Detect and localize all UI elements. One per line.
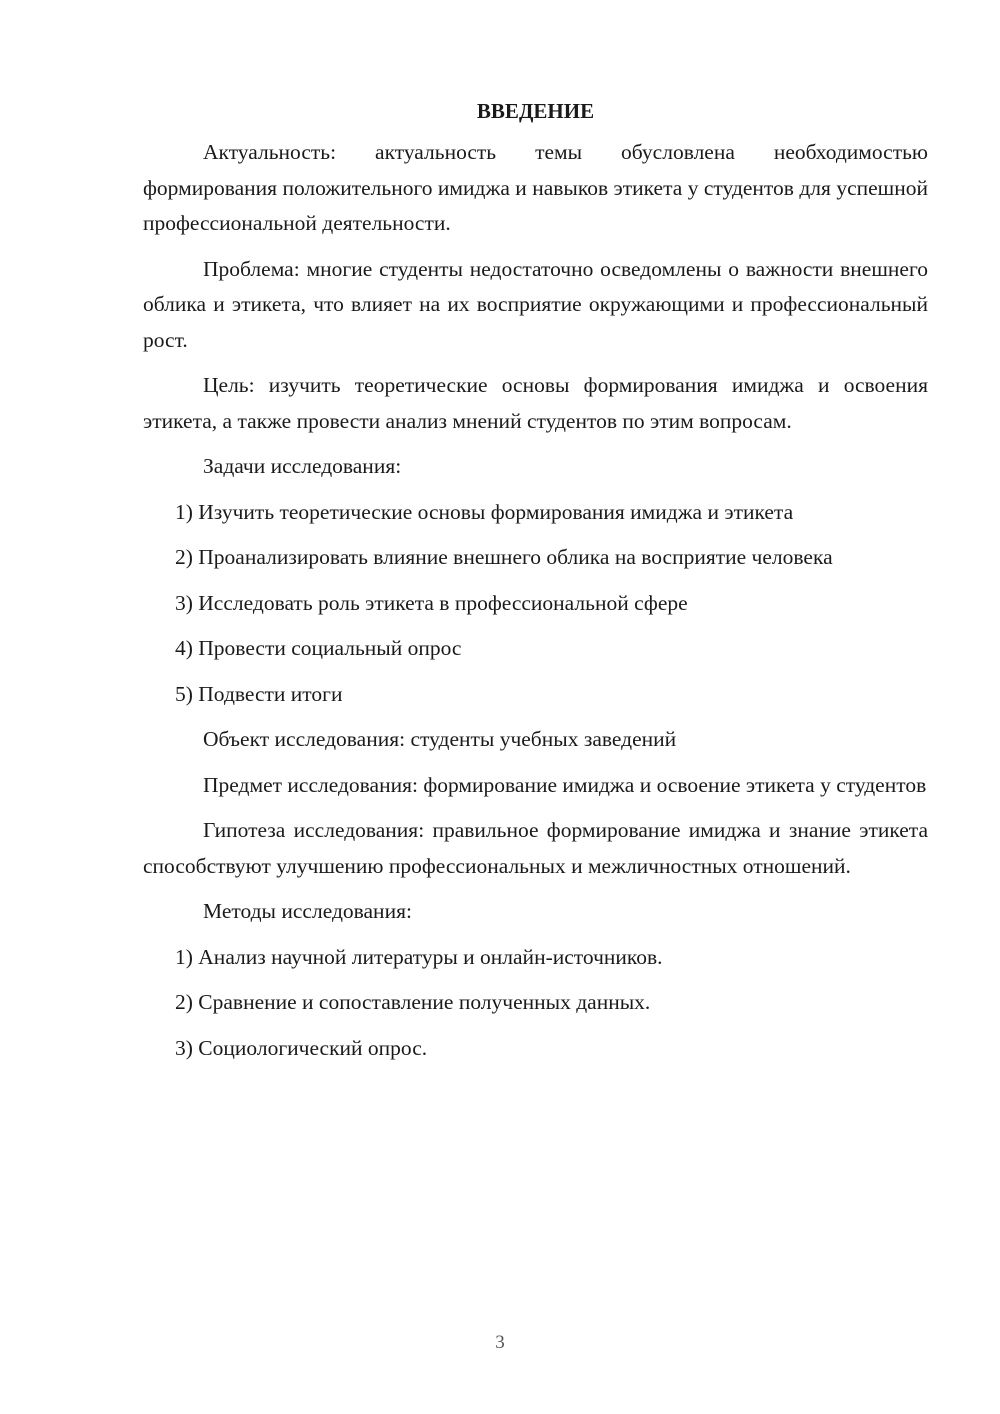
method-item-3: 3) Социологический опрос. (175, 1035, 428, 1060)
task-item-2: 2) Проанализировать влияние внешнего облика на восприятие человека (175, 545, 833, 569)
page-number: 3 (495, 1332, 505, 1353)
method-item-1: 1) Анализ научной литературы и онлайн-источников. (175, 944, 663, 969)
paragraph-problem: Проблема: многие студенты недостаточно осведомлены о важности внешнего облика и этикета, что влияет на их восприятие окружающими и профессиональный рост. (143, 256, 928, 352)
task-item-5: 5) Подвести итоги (175, 681, 343, 706)
paragraph-relevance: Актуальность: актуальность темы обусловлена необходимостью формирования положительного имиджа и навыков этикета у студентов для успешной профессиональной деятельности. (143, 140, 928, 235)
task-item-1: 1) Изучить теоретические основы формирования имиджа и этикета (175, 499, 794, 524)
tasks-heading: Задачи исследования: (203, 454, 402, 478)
task-item-4: 4) Провести социальный опрос (175, 636, 462, 660)
research-hypothesis: Гипотеза исследования: правильное формирование имиджа и знание этикета способствуют улучшению профессиональных и межличностных отношений. (143, 818, 928, 878)
method-item-2: 2) Сравнение и сопоставление полученных данных. (175, 990, 651, 1014)
research-subject: Предмет исследования: формирование имиджа и освоение этикета у студентов (203, 772, 927, 797)
task-item-3: 3) Исследовать роль этикета в профессиональной сфере (175, 590, 688, 615)
research-object: Объект исследования: студенты учебных заведений (203, 727, 677, 751)
paragraph-goal: Цель: изучить теоретические основы формирования имиджа и освоения этикета, а также провести анализ мнений студентов по этим вопросам. (143, 373, 928, 433)
section-title: ВВЕДЕНИЕ (476, 99, 595, 123)
page-content (143, 95, 928, 1076)
methods-heading: Методы исследования: (203, 899, 412, 923)
